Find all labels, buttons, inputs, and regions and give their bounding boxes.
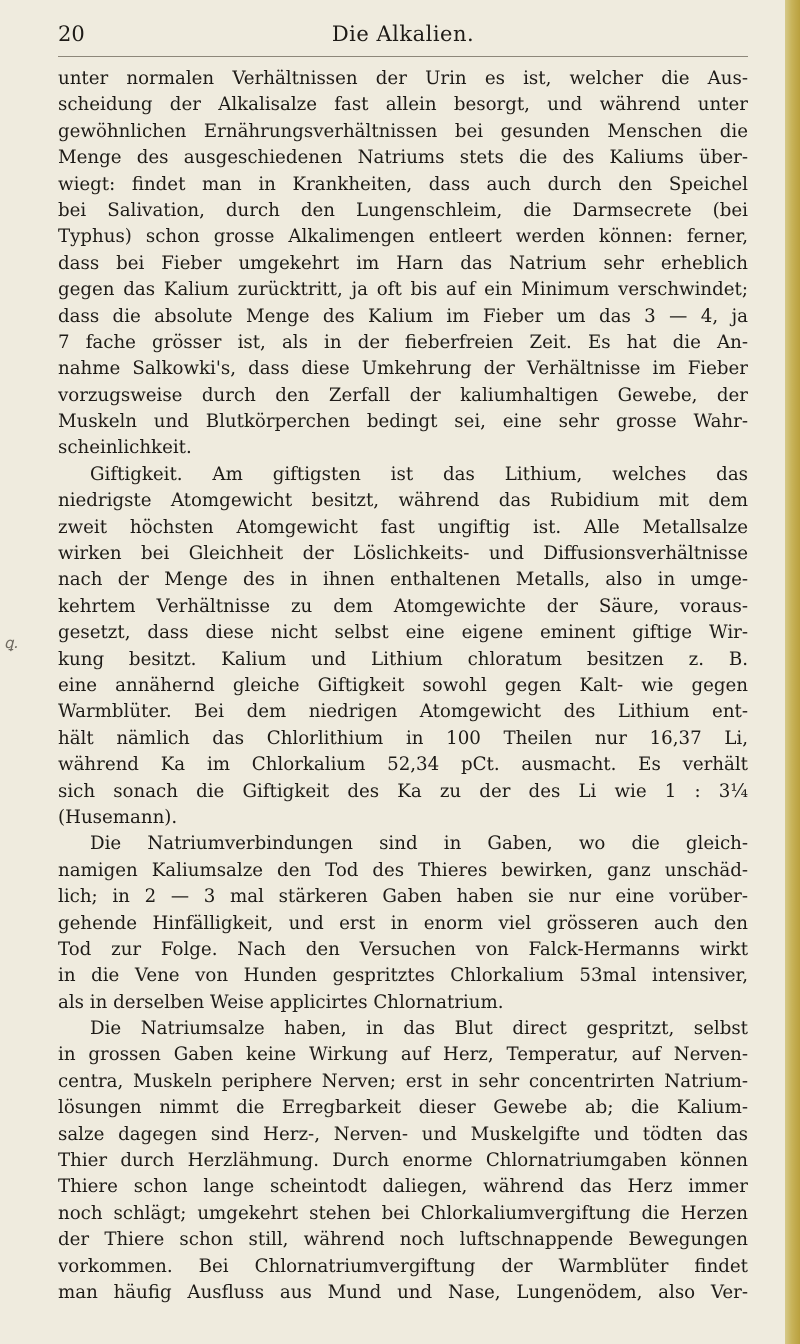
text-line: lich; in 2 — 3 mal stärkeren Gaben haben sie nur eine vorüber-: [58, 886, 748, 908]
text-line: wirken bei Gleichheit der Löslichkeits- und Diffusionsverhältnisse: [58, 543, 748, 565]
text-line: vorzugsweise durch den Zerfall der kaliumhaltigen Gewebe, der: [58, 384, 748, 406]
text-line: gehende Hinfälligkeit, und erst in enorm viel grösseren auch den: [58, 912, 748, 934]
text-line: vorkommen. Bei Chlornatriumvergiftung der Warmblüter findet: [58, 1255, 748, 1277]
text-line: in grossen Gaben keine Wirkung auf Herz, Temperatur, auf Nerven-: [58, 1044, 748, 1066]
text-line: Typhus) schon grosse Alkalimengen entleert werden können: ferner,: [58, 226, 748, 248]
text-line: scheinlichkeit.: [58, 437, 192, 459]
text-line: niedrigste Atomgewicht besitzt, während das Rubidium mit dem: [58, 490, 748, 512]
running-title: Die Alkalien.: [331, 22, 475, 46]
running-head: [58, 22, 748, 52]
text-line: Giftigkeit. Am giftigsten ist das Lithium, welches das: [90, 463, 748, 485]
text-line: noch schlägt; umgekehrt stehen bei Chlorkaliumvergiftung die Herzen: [58, 1202, 748, 1224]
text-line: als in derselben Weise applicirtes Chlornatrium.: [58, 991, 504, 1013]
text-line: kung besitzt. Kalium und Lithium chloratum besitzen z. B.: [58, 648, 748, 670]
text-line: salze dagegen sind Herz-, Nerven- und Muskelgifte und tödten das: [58, 1123, 748, 1145]
text-line: bei Salivation, durch den Lungenschleim, die Darmsecrete (bei: [58, 199, 748, 221]
text-line: hält nämlich das Chlorlithium in 100 Theilen nur 16,37 Li,: [58, 727, 748, 749]
text-line: man häufig Ausfluss aus Mund und Nase, Lungenödem, also Ver-: [58, 1281, 748, 1303]
page-edge: [785, 0, 800, 1344]
text-line: dass bei Fieber umgekehrt im Harn das Natrium sehr erheblich: [58, 252, 748, 274]
text-line: zweit höchsten Atomgewicht fast ungiftig ist. Alle Metallsalze: [58, 516, 748, 538]
text-line: wiegt: findet man in Krankheiten, dass auch durch den Speichel: [58, 173, 748, 195]
text-line: Thiere schon lange scheintodt daliegen, während das Herz immer: [58, 1176, 748, 1198]
header-rule: [58, 56, 748, 57]
text-line: der Thiere schon still, während noch luftschnappende Bewegungen: [58, 1229, 748, 1251]
page-number: 20: [58, 22, 85, 46]
text-line: scheidung der Alkalisalze fast allein besorgt, und während unter: [58, 94, 748, 116]
text-line: Thier durch Herzlähmung. Durch enorme Chlornatriumgaben können: [58, 1150, 748, 1172]
margin-annotation: ꝗ.: [4, 634, 19, 652]
text-line: lösungen nimmt die Erregbarkeit dieser Gewebe ab; die Kalium-: [58, 1097, 748, 1119]
text-line: centra, Muskeln periphere Nerven; erst in sehr concentrirten Natrium-: [58, 1070, 748, 1092]
text-line: Die Natriumsalze haben, in das Blut direct gespritzt, selbst: [90, 1018, 748, 1040]
text-line: (Husemann).: [58, 806, 178, 828]
text-line: dass die absolute Menge des Kalium im Fieber um das 3 — 4, ja: [58, 305, 748, 327]
text-line: sich sonach die Giftigkeit des Ka zu der des Li wie 1 : 3¼: [58, 780, 748, 802]
text-line: gegen das Kalium zurücktritt, ja oft bis auf ein Minimum verschwindet;: [58, 279, 748, 301]
text-line: 7 fache grösser ist, als in der fieberfreien Zeit. Es hat die An-: [58, 331, 748, 353]
body-text: [58, 66, 748, 1306]
text-line: namigen Kaliumsalze den Tod des Thieres bewirken, ganz unschäd-: [58, 859, 748, 881]
text-line: kehrtem Verhältnisse zu dem Atomgewichte der Säure, voraus-: [58, 595, 748, 617]
text-line: gesetzt, dass diese nicht selbst eine eigene eminent giftige Wir-: [58, 622, 748, 644]
text-line: nahme Salkowki's, dass diese Umkehrung der Verhältnisse im Fieber: [58, 358, 748, 380]
text-line: Tod zur Folge. Nach den Versuchen von Falck-Hermanns wirkt: [58, 938, 748, 960]
text-line: Die Natriumverbindungen sind in Gaben, wo die gleich-: [90, 833, 748, 855]
text-line: Menge des ausgeschiedenen Natriums stets die des Kaliums über-: [58, 147, 748, 169]
text-line: gewöhnlichen Ernährungsverhältnissen bei gesunden Menschen die: [58, 120, 748, 142]
text-line: nach der Menge des in ihnen enthaltenen Metalls, also in umge-: [58, 569, 748, 591]
text-line: während Ka im Chlorkalium 52,34 pCt. ausmacht. Es verhält: [58, 754, 748, 776]
text-line: eine annähernd gleiche Giftigkeit sowohl gegen Kalt- wie gegen: [58, 674, 748, 696]
text-line: unter normalen Verhältnissen der Urin es ist, welcher die Aus-: [58, 68, 748, 89]
text-line: Muskeln und Blutkörperchen bedingt sei, eine sehr grosse Wahr-: [58, 411, 748, 433]
text-line: Warmblüter. Bei dem niedrigen Atomgewicht des Lithium ent-: [58, 701, 748, 723]
text-line: in die Vene von Hunden gespritztes Chlorkalium 53mal intensiver,: [58, 965, 748, 987]
